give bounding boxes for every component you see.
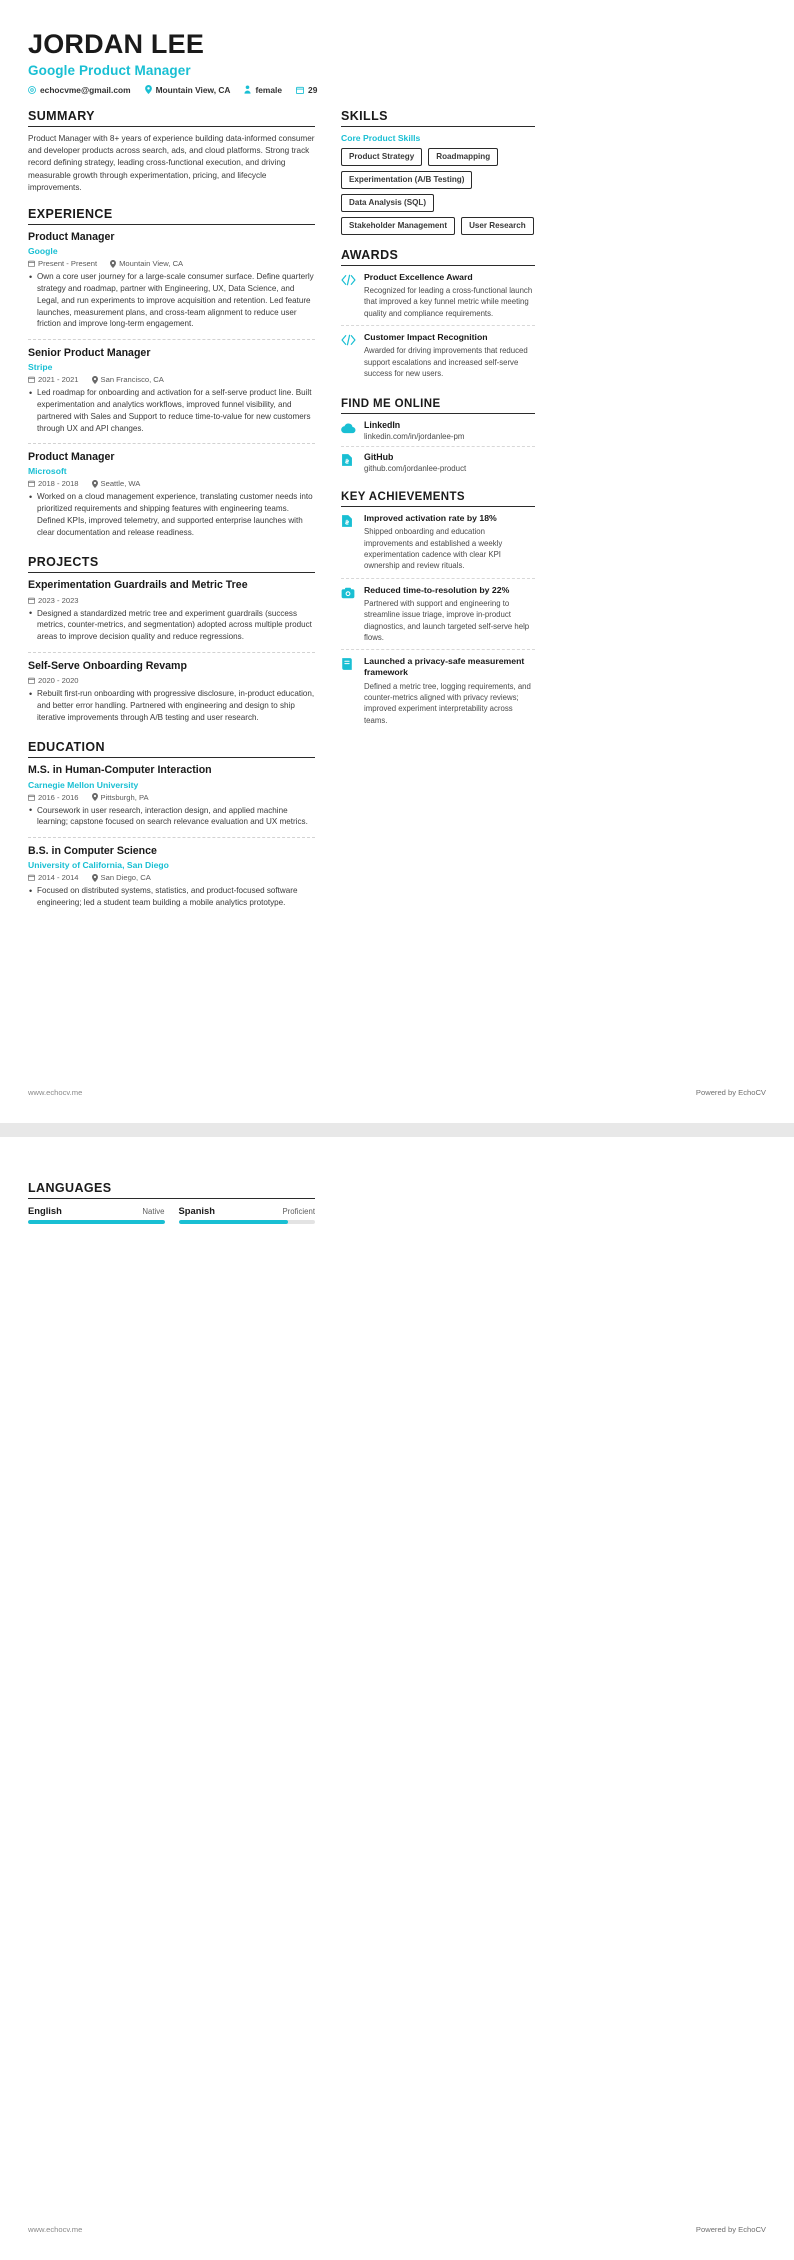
resume-columns-page2 — [28, 1181, 766, 1237]
candidate-name: JORDAN LEE — [28, 29, 205, 59]
job-dates-text: 2021 - 2021 — [38, 375, 79, 385]
person-icon — [244, 85, 251, 94]
language-progress-bar — [28, 1220, 165, 1224]
degree-title: M.S. in Human-Computer Interaction — [28, 764, 212, 777]
contact-age-text: 29 — [308, 84, 318, 95]
language-progress-fill — [28, 1220, 165, 1224]
location-pin-icon — [92, 480, 98, 488]
job-role: Product Manager — [28, 231, 115, 244]
experience-item — [28, 231, 315, 340]
social-link-url: linkedin.com/in/jordanlee-pm — [364, 432, 465, 442]
education-dates-text: 2016 - 2016 — [38, 792, 79, 802]
section-languages — [28, 1181, 315, 1224]
school-name: University of California, San Diego — [28, 860, 169, 871]
key-achievements-heading: KEY ACHIEVEMENTS — [341, 491, 535, 507]
project-meta — [28, 596, 315, 605]
summary-text: Product Manager with 8+ years of experience building data-informed consumer and developer products across search, ads, and cloud platforms. Strong track record defining strategy, leading cross-functional execution, and driving measurable growth through experimentation, pricing, and lifecycle improvements. — [28, 133, 315, 192]
project-title: Self-Serve Onboarding Revamp — [28, 659, 187, 672]
contact-gender-text: female — [255, 84, 283, 95]
education-heading: EDUCATION — [28, 740, 315, 758]
location-pin-icon — [145, 85, 152, 94]
award-item — [341, 332, 535, 385]
job-role: Senior Product Manager — [28, 347, 151, 360]
calendar-icon — [28, 677, 35, 684]
job-bullet: • Led roadmap for onboarding and activation for a self-serve product line. Built experimentation and analytics workflows, improved funnel visibility, and partnered with Sales and Support to reduce time-to-value for new customers through UX and API changes. — [28, 387, 315, 434]
file-dollar-icon — [341, 452, 357, 473]
project-bullet: • Designed a standardized metric tree and experiment guardrails (success metrics, counter-metrics, and segmentation) adopted across multiple product areas to improve decision quality and reduce regressions. — [28, 608, 315, 643]
language-progress-bar — [179, 1220, 316, 1224]
find-me-online-heading: FIND ME ONLINE — [341, 398, 535, 414]
project-dates-text: 2023 - 2023 — [38, 595, 79, 605]
skill-chip: Data Analysis (SQL) — [341, 194, 434, 212]
job-meta — [28, 375, 315, 384]
section-key-achievements — [341, 491, 535, 732]
job-bullets — [28, 271, 315, 330]
calendar-icon — [296, 86, 304, 94]
language-name: Spanish — [178, 1205, 215, 1216]
skills-heading: SKILLS — [341, 109, 535, 127]
job-location-text: Seattle, WA — [100, 479, 141, 489]
education-bullets — [28, 885, 315, 908]
education-location-text: San Diego, CA — [100, 873, 151, 883]
section-summary — [28, 109, 315, 194]
education-meta — [28, 873, 315, 882]
page-footer — [28, 1088, 766, 1097]
education-location — [92, 793, 149, 802]
project-bullet: • Rebuilt first-run onboarding with progressive disclosure, in-product education, and better error handling. Partnered with engineering and design to ship iterative improvements through A/B testing and user research. — [28, 688, 315, 723]
section-projects — [28, 555, 315, 727]
experience-item — [28, 347, 315, 444]
footer-powered-by: Powered by EchoCV — [695, 1088, 766, 1097]
location-pin-icon — [92, 376, 98, 384]
summary-heading: SUMMARY — [28, 109, 315, 127]
resume-page-1 — [0, 0, 794, 1123]
achievement-title: Improved activation rate by 18% — [364, 513, 497, 524]
skill-chip: Experimentation (A/B Testing) — [341, 171, 472, 189]
job-location — [92, 479, 141, 488]
email-icon — [28, 86, 36, 94]
education-dates — [28, 793, 79, 802]
education-bullets — [28, 805, 315, 828]
job-dates — [28, 259, 97, 268]
award-title: Customer Impact Recognition — [364, 331, 488, 342]
award-item — [341, 272, 535, 326]
job-dates-text: 2018 - 2018 — [38, 479, 79, 489]
footer-site: www.echocv.me — [28, 2225, 83, 2234]
code-icon — [341, 332, 357, 379]
education-location — [92, 873, 151, 882]
section-experience — [28, 207, 315, 542]
section-find-me-online — [341, 398, 535, 478]
language-item — [28, 1205, 165, 1224]
candidate-title: Google Product Manager — [28, 62, 191, 78]
skills-group-title: Core Product Skills — [341, 132, 421, 143]
school-name: Carnegie Mellon University — [28, 779, 139, 790]
education-item — [28, 845, 315, 913]
contact-location — [145, 85, 231, 95]
job-location — [92, 375, 164, 384]
job-bullets — [28, 491, 315, 538]
job-bullets — [28, 387, 315, 434]
contact-location-text: Mountain View, CA — [155, 84, 231, 95]
job-bullet: • Own a core user journey for a large-scale consumer surface. Define quarterly strategy and roadmap, partner with Engineering, UX, Data Science, and Legal, and run experiments to improve acquisition and retention. Led feature launches, measurement plans, and cross-team alignment to reduce user friction and improve long-term engagement. — [28, 271, 315, 330]
education-meta — [28, 793, 315, 802]
location-pin-icon — [92, 874, 98, 882]
projects-heading: PROJECTS — [28, 555, 315, 573]
project-dates — [28, 676, 79, 685]
job-meta — [28, 259, 315, 268]
achievement-desc: Partnered with support and engineering to streamline issue triage, improve in-product diagnostics, and launch targeted self-serve help flows. — [364, 598, 530, 642]
calendar-icon — [28, 597, 35, 604]
calendar-icon — [28, 794, 35, 801]
contact-email — [28, 85, 131, 95]
left-column — [28, 109, 315, 926]
contact-age — [296, 85, 317, 95]
job-dates — [28, 479, 79, 488]
experience-heading: EXPERIENCE — [28, 207, 315, 225]
footer-site: www.echocv.me — [28, 1088, 83, 1097]
language-name: English — [28, 1205, 62, 1216]
job-dates-text: Present - Present — [38, 259, 98, 269]
job-location-text: Mountain View, CA — [119, 259, 184, 269]
awards-heading: AWARDS — [341, 248, 535, 266]
language-level: Native — [142, 1207, 165, 1216]
skill-chip: Product Strategy — [341, 148, 422, 166]
job-company: Microsoft — [28, 466, 67, 477]
section-awards — [341, 248, 535, 385]
education-bullet: • Focused on distributed systems, statistics, and product-focused software engineering; led a student team building a mobile analytics prototype. — [28, 885, 315, 908]
project-dates-text: 2020 - 2020 — [38, 676, 79, 686]
project-dates — [28, 596, 79, 605]
resume-page-2 — [0, 1137, 794, 2260]
education-bullet: • Coursework in user research, interaction design, and applied machine learning; capstone focused on search relevance evaluation and UX metrics. — [28, 805, 315, 828]
achievement-title: Reduced time-to-resolution by 22% — [364, 584, 510, 595]
job-company: Google — [28, 246, 58, 257]
camera-icon — [341, 585, 357, 644]
achievement-desc: Shipped onboarding and education improvements and established a weekly experimentation cadence with clear KPI ownership and review rituals. — [364, 527, 503, 571]
award-desc: Recognized for leading a cross-functional launch that improved a key funnel metric while meeting quality and compliance requirements. — [364, 286, 533, 318]
location-pin-icon — [110, 260, 116, 268]
experience-item — [28, 451, 315, 542]
social-link-linkedin[interactable] — [341, 420, 535, 447]
contact-gender — [244, 85, 282, 95]
social-link-url: github.com/jordanlee-product — [364, 464, 467, 474]
social-link-github[interactable] — [341, 452, 535, 478]
achievement-item — [341, 656, 535, 732]
language-level: Proficient — [282, 1207, 315, 1216]
language-list — [28, 1205, 315, 1224]
contact-list — [28, 85, 766, 95]
project-item — [28, 579, 315, 652]
job-company: Stripe — [28, 362, 53, 373]
education-location-text: Pittsburgh, PA — [100, 792, 149, 802]
project-title: Experimentation Guardrails and Metric Tree — [28, 579, 248, 592]
section-skills — [341, 109, 535, 235]
award-desc: Awarded for driving improvements that reduced support escalations and increased self-serve success for new users. — [364, 346, 528, 378]
footer-powered-by: Powered by EchoCV — [695, 2225, 766, 2234]
social-link-label: GitHub — [364, 452, 394, 463]
skill-chip: Roadmapping — [428, 148, 498, 166]
job-dates — [28, 375, 79, 384]
degree-title: B.S. in Computer Science — [28, 845, 157, 857]
calendar-icon — [28, 480, 35, 487]
code-icon — [341, 272, 357, 319]
calendar-icon — [28, 260, 35, 267]
file-dollar-icon — [341, 513, 357, 572]
job-bullet: • Worked on a cloud management experience, translating customer needs into prioritized requirements and shipping features with engineering teams. Defined KPIs, improved telemetry, and supported enterprise launches with clear documentation and release readiness. — [28, 491, 315, 538]
job-location-text: San Francisco, CA — [100, 375, 164, 385]
project-meta — [28, 676, 315, 685]
job-role: Product Manager — [28, 451, 115, 464]
skill-chip-list — [341, 148, 535, 235]
achievement-desc: Defined a metric tree, logging requirements, and counter-metrics aligned with privacy reviews; improved experiment interpretability across teams. — [364, 681, 531, 725]
achievement-title: Launched a privacy-safe measurement framework — [364, 656, 525, 678]
education-dates — [28, 873, 79, 882]
achievement-item — [341, 513, 535, 579]
project-bullets — [28, 688, 315, 723]
right-column — [341, 109, 535, 745]
calendar-icon — [28, 874, 35, 881]
job-meta — [28, 479, 315, 488]
resume-header — [28, 30, 766, 95]
calendar-icon — [28, 376, 35, 383]
section-education — [28, 740, 315, 912]
project-item — [28, 660, 315, 727]
resume-columns — [28, 109, 766, 926]
education-item — [28, 764, 315, 838]
award-title: Product Excellence Award — [364, 271, 473, 282]
skill-chip: User Research — [461, 217, 534, 235]
left-column-page2 — [28, 1181, 315, 1237]
achievement-item — [341, 585, 535, 651]
social-link-label: LinkedIn — [364, 420, 401, 431]
job-location — [110, 259, 183, 268]
language-item — [179, 1205, 316, 1224]
page-footer — [28, 2225, 766, 2234]
location-pin-icon — [92, 793, 98, 801]
page-separator — [0, 1123, 794, 1137]
language-progress-fill — [179, 1220, 288, 1224]
cloud-icon — [341, 420, 357, 441]
languages-heading: LANGUAGES — [28, 1181, 315, 1199]
project-bullets — [28, 608, 315, 643]
skill-chip: Stakeholder Management — [341, 217, 455, 235]
contact-email-text: echocvme@gmail.com — [40, 84, 131, 95]
book-icon — [341, 656, 357, 726]
education-dates-text: 2014 - 2014 — [38, 873, 79, 883]
